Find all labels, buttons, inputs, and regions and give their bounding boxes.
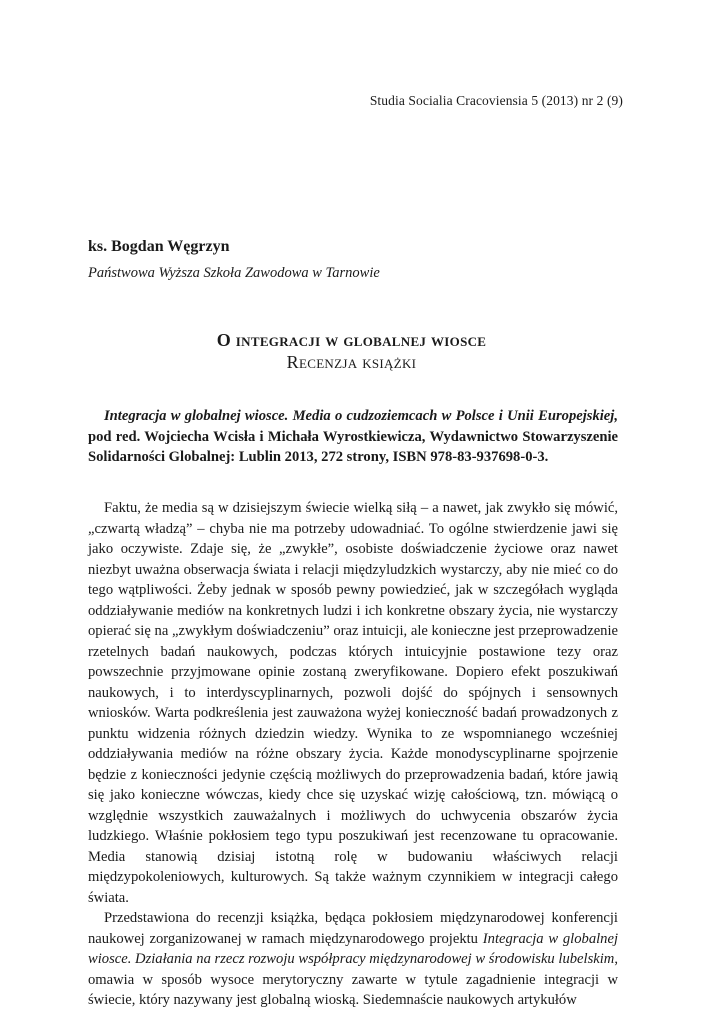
author-affiliation: Państwowa Wyższa Szkoła Zawodowa w Tarnowie [88,265,380,281]
article-title: O integracji w globalnej wiosce [216,330,487,350]
title-block [0,329,703,373]
paragraph: Faktu, że media są w dzisiejszym świecie wielką siłą – a nawet, jak zwykło się mówić, „czwartą władzą” – chyba nie ma potrzeby udowadniać. To ogólne stwierdzenie jawi się jako oczywiste. Zdaje się, że „zwykłe”, osobiste doświadczenie życiowe oraz nawet niezbyt uważna obserwacja świata i relacji międzyludzkich wystarczy, aby nie mieć co do tego wątpliwości. Żeby jednak w sposób pewny powiedzieć, jak w szczegółach wygląda oddziaływanie mediów na konkretnych ludzi i ich konkretne obszary życia, nie wystarczy opierać się na „zwykłym doświadczeniu” oraz intuicji, ale konieczne jest przeprowadzenie rzetelnych badań naukowych, podczas których intuicyjnie postawione tezy oraz powszechnie przyjmowane opinie zostaną zweryfikowane. Dopiero efekt poszukiwań naukowych, i to interdyscyplinarnych, pozwoli dojść do spójnych i sensownych wniosków. Warta podkreślenia jest zauważona wyżej konieczność badań prowadzonych z punktu widzenia różnych dziedzin wiedzy. Wynika to ze wspomnianego wcześniej oddziaływania mediów na różne obszary życia. Każde monodyscyplinarne spojrzenie będzie z konieczności jedynie częścią możliwych do przeprowadzenia badań, które jawią się jako konieczne wówczas, kiedy chce się uzyskać wizję całościową, tzn. mówiącą o względnie wszystkich zauważalnych i możliwych do uchwycenia obszarów życia ludzkiego. Właśnie pokłosiem tego typu poszukiwań jest recenzowane tu opracowanie. Media stanowią dzisiaj istotną rolę w budowaniu właściwych relacji międzypokoleniowych, kulturowych. Są także ważnym czynnikiem w integracji całego świata. [88,500,618,906]
book-citation [88,406,618,468]
book-details: pod red. Wojciecha Wcisła i Michała Wyrostkiewicza, Wydawnictwo Stowarzyszenie Solidarności Globalnej: Lublin 2013, 272 strony, ISBN 978-83-937698-0-3. [88,428,618,465]
author-name: ks. Bogdan Węgrzyn [88,238,230,255]
paragraph-text: , omawia w sposób wysoce merytoryczny zawarte w tytule zagadnienie integracji w świecie, który nazywany jest globalną wioską. Siedemnaście naukowych artykułów [88,951,618,1008]
paragraph-text: Przedstawiona do recenzji książka, będąca pokłosiem międzynarodowej konferencji naukowej zorganizowanej w ramach międzynarodowego projektu [88,910,618,947]
body-text [88,498,618,1011]
article-subtitle: Recenzja książki [286,352,417,372]
running-head: Studia Socialia Cracoviensia 5 (2013) nr 2 (9) [369,93,623,108]
paragraph [88,908,618,1011]
book-title: Integracja w globalnej wiosce. Media o cudzoziemcach w Polsce i Unii Europejskiej, [104,408,618,424]
project-title: Integracja w globalnej wiosce. Działania na rzecz rozwoju współpracy międzynarodowej w środowisku lubelskim [88,930,619,967]
